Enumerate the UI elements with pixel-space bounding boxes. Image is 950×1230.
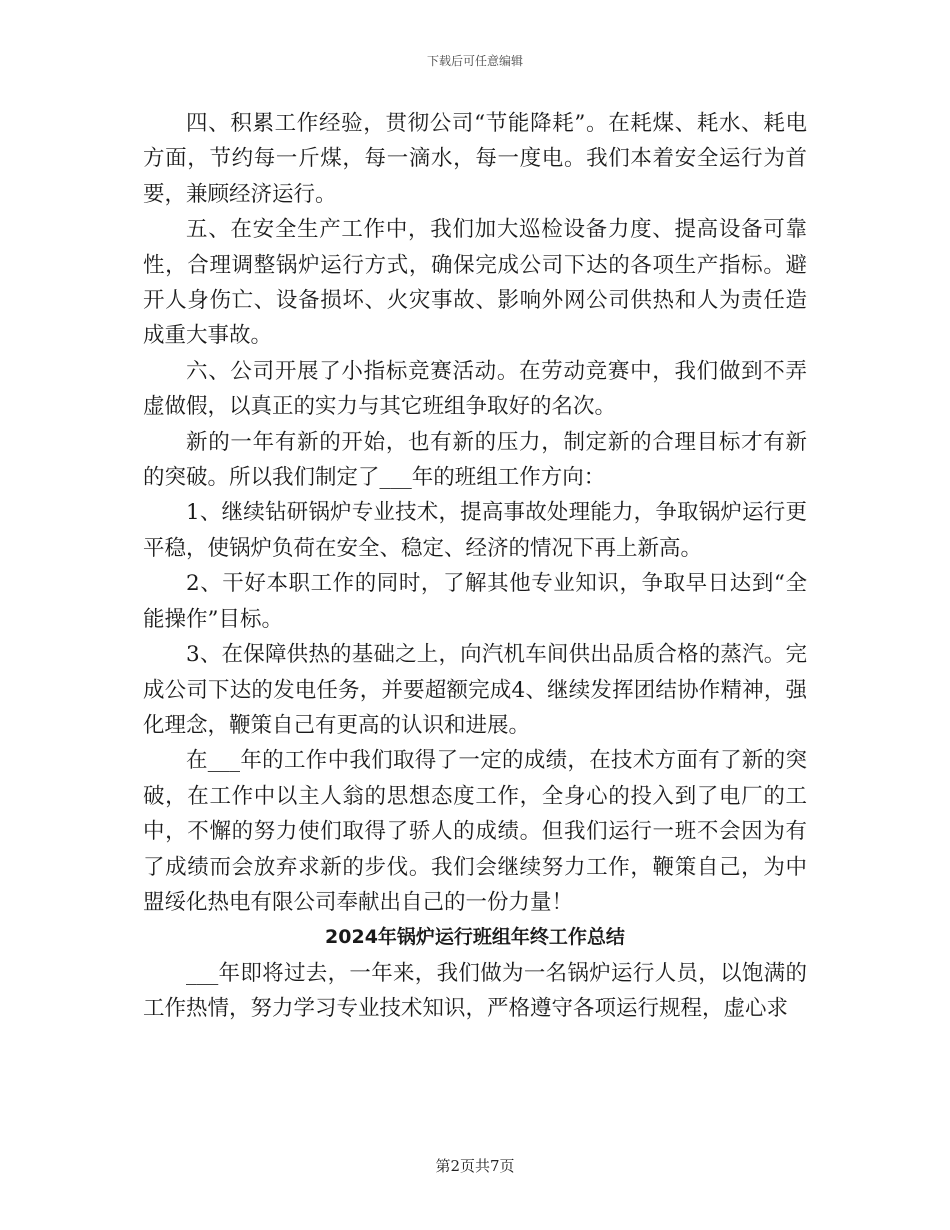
paragraph-new-year-goals: 新的一年有新的开始，也有新的压力，制定新的合理目标才有新的突破。所以我们制定了___年的班组工作方向： (143, 429, 807, 491)
paragraph-competition: 六、公司开展了小指标竞赛活动。在劳动竞赛中，我们做到不弄虚做假，以真正的实力与其它班组争取好的名次。 (143, 358, 807, 420)
paragraph-goal-2: 2、干好本职工作的同时，了解其他专业知识，争取早日达到“全能操作”目标。 (143, 571, 807, 632)
document-body (143, 106, 807, 1027)
paragraph-energy-saving: 四、积累工作经验，贯彻公司“节能降耗”。在耗煤、耗水、耗电方面，节约每一斤煤，每一滴水，每一度电。我们本着安全运行为首要，兼顾经济运行。 (143, 111, 807, 207)
paragraph-safety-production: 五、在安全生产工作中，我们加大巡检设备力度、提高设备可靠性，合理调整锅炉运行方式，确保完成公司下达的各项生产指标。避开人身伤亡、设备损坏、火灾事故、影响外网公司供热和人为责任造成重大事故。 (143, 217, 807, 349)
page-number: 第2页共7页 (435, 1157, 515, 1175)
section-title: 2024年锅炉运行班组年终工作总结 (325, 926, 625, 949)
paragraph-summary-intro: ___年即将过去，一年来，我们做为一名锅炉运行人员，以饱满的工作热情，努力学习专业技术知识，严格遵守各项运行规程，虚心求 (143, 960, 807, 1022)
page-header: 下载后可任意编辑 (426, 54, 523, 68)
paragraph-goal-3: 3、在保障供热的基础之上，向汽机车间供出品质合格的蒸汽。完成公司下达的发电任务，并要超额完成4、继续发挥团结协作精神，强化理念，鞭策自己有更高的认识和进展。 (143, 642, 807, 738)
paragraph-goal-1: 1、继续钻研锅炉专业技术，提高事故处理能力，争取锅炉运行更平稳，使锅炉负荷在安全、稳定、经济的情况下再上新高。 (143, 500, 807, 561)
paragraph-conclusion: 在___年的工作中我们取得了一定的成绩，在技术方面有了新的突破，在工作中以主人翁的思想态度工作，全身心的投入到了电厂的工中，不懈的努力使们取得了骄人的成绩。但我们运行一班不会因为有了成绩而会放弃求新的步伐。我们会继续努力工作，鞭策自己，为中盟绥化热电有限公司奉献出自己的一份力量！ (143, 748, 807, 915)
